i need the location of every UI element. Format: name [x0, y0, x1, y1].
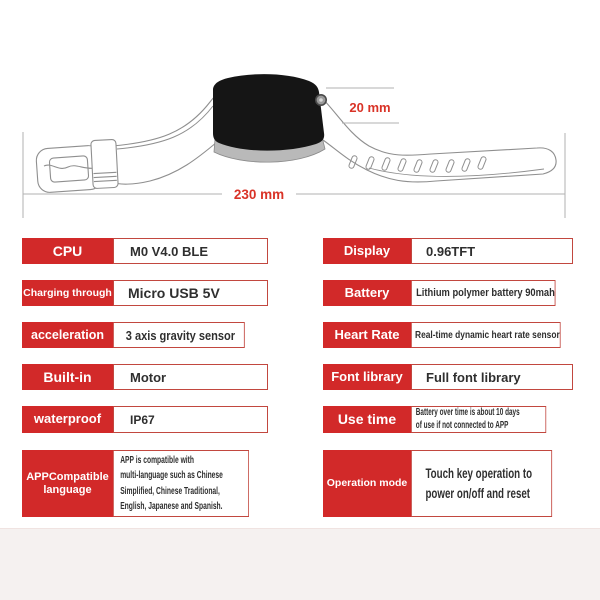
spec-label-cpu: CPU	[22, 238, 113, 264]
spec-label-use-time: Use time	[323, 406, 411, 433]
spec-value-waterproof: IP67	[113, 406, 268, 433]
spec-value-battery: Lithium polymer battery 90mah	[411, 280, 556, 306]
spec-label-display: Display	[323, 238, 411, 264]
band-outline	[112, 76, 556, 184]
spec-value-acceleration: 3 axis gravity sensor	[113, 322, 245, 348]
spec-label-app-language	[22, 450, 113, 517]
dimension-length-label: 230 mm	[233, 187, 285, 202]
spec-value-charging: Micro USB 5V	[113, 280, 268, 306]
spec-label-font-library: Font library	[323, 364, 411, 390]
spec-label-operation-mode: Operation mode	[323, 450, 411, 517]
spec-row-use-time	[323, 406, 573, 433]
spec-label-line: language	[43, 483, 92, 496]
spec-value-line: APP is compatible with	[120, 453, 195, 466]
spec-row-waterproof	[22, 406, 268, 433]
spec-label-waterproof: waterproof	[22, 406, 113, 433]
spec-row-heart-rate	[323, 322, 573, 348]
spec-label-charging: Charging through	[22, 280, 113, 306]
spec-value-line: Battery over time is about 10 days	[415, 407, 520, 418]
device-screen	[213, 74, 324, 150]
spec-row-charging	[22, 280, 268, 306]
spec-row-acceleration	[22, 322, 268, 348]
spec-value-builtin: Motor	[113, 364, 268, 390]
spec-label-battery: Battery	[323, 280, 411, 306]
spec-value-line: multi-language such as Chinese	[120, 469, 223, 481]
spec-value-use-time	[411, 406, 546, 433]
spec-value-cpu: M0 V4.0 BLE	[113, 238, 268, 264]
spec-value-operation-mode	[411, 450, 552, 517]
footer-background-strip	[0, 528, 600, 600]
spec-row-battery	[323, 280, 573, 306]
spec-value-line: Touch key operation to	[425, 465, 533, 481]
product-drawing	[0, 0, 600, 232]
spec-value-line: English, Japanese and Spanish.	[120, 500, 223, 512]
spec-label-acceleration: acceleration	[22, 322, 113, 348]
spec-row-operation-mode	[323, 450, 573, 517]
spec-row-app-language	[22, 450, 268, 517]
spec-value-font-library: Full font library	[411, 364, 573, 390]
spec-label-heart-rate: Heart Rate	[323, 322, 411, 348]
spec-value-display: 0.96TFT	[411, 238, 573, 264]
spec-row-display	[323, 238, 573, 264]
spec-value-line: power on/off and reset	[425, 485, 531, 501]
spec-value-line: of use if not connected to APP	[415, 419, 509, 431]
spec-row-cpu	[22, 238, 268, 264]
buckle	[36, 139, 119, 193]
spec-row-font-library	[323, 364, 573, 390]
spec-value-line: Simplified, Chinese Traditional,	[120, 484, 220, 497]
spec-value-heart-rate: Real-time dynamic heart rate sensor	[411, 322, 561, 348]
spec-row-builtin	[22, 364, 268, 390]
spec-label-builtin: Built-in	[22, 364, 113, 390]
dimension-thickness-label: 20 mm	[349, 100, 391, 115]
spec-value-app-language	[113, 450, 249, 517]
spec-label-line: APPCompatible	[26, 470, 109, 483]
device-button-center	[319, 98, 323, 102]
